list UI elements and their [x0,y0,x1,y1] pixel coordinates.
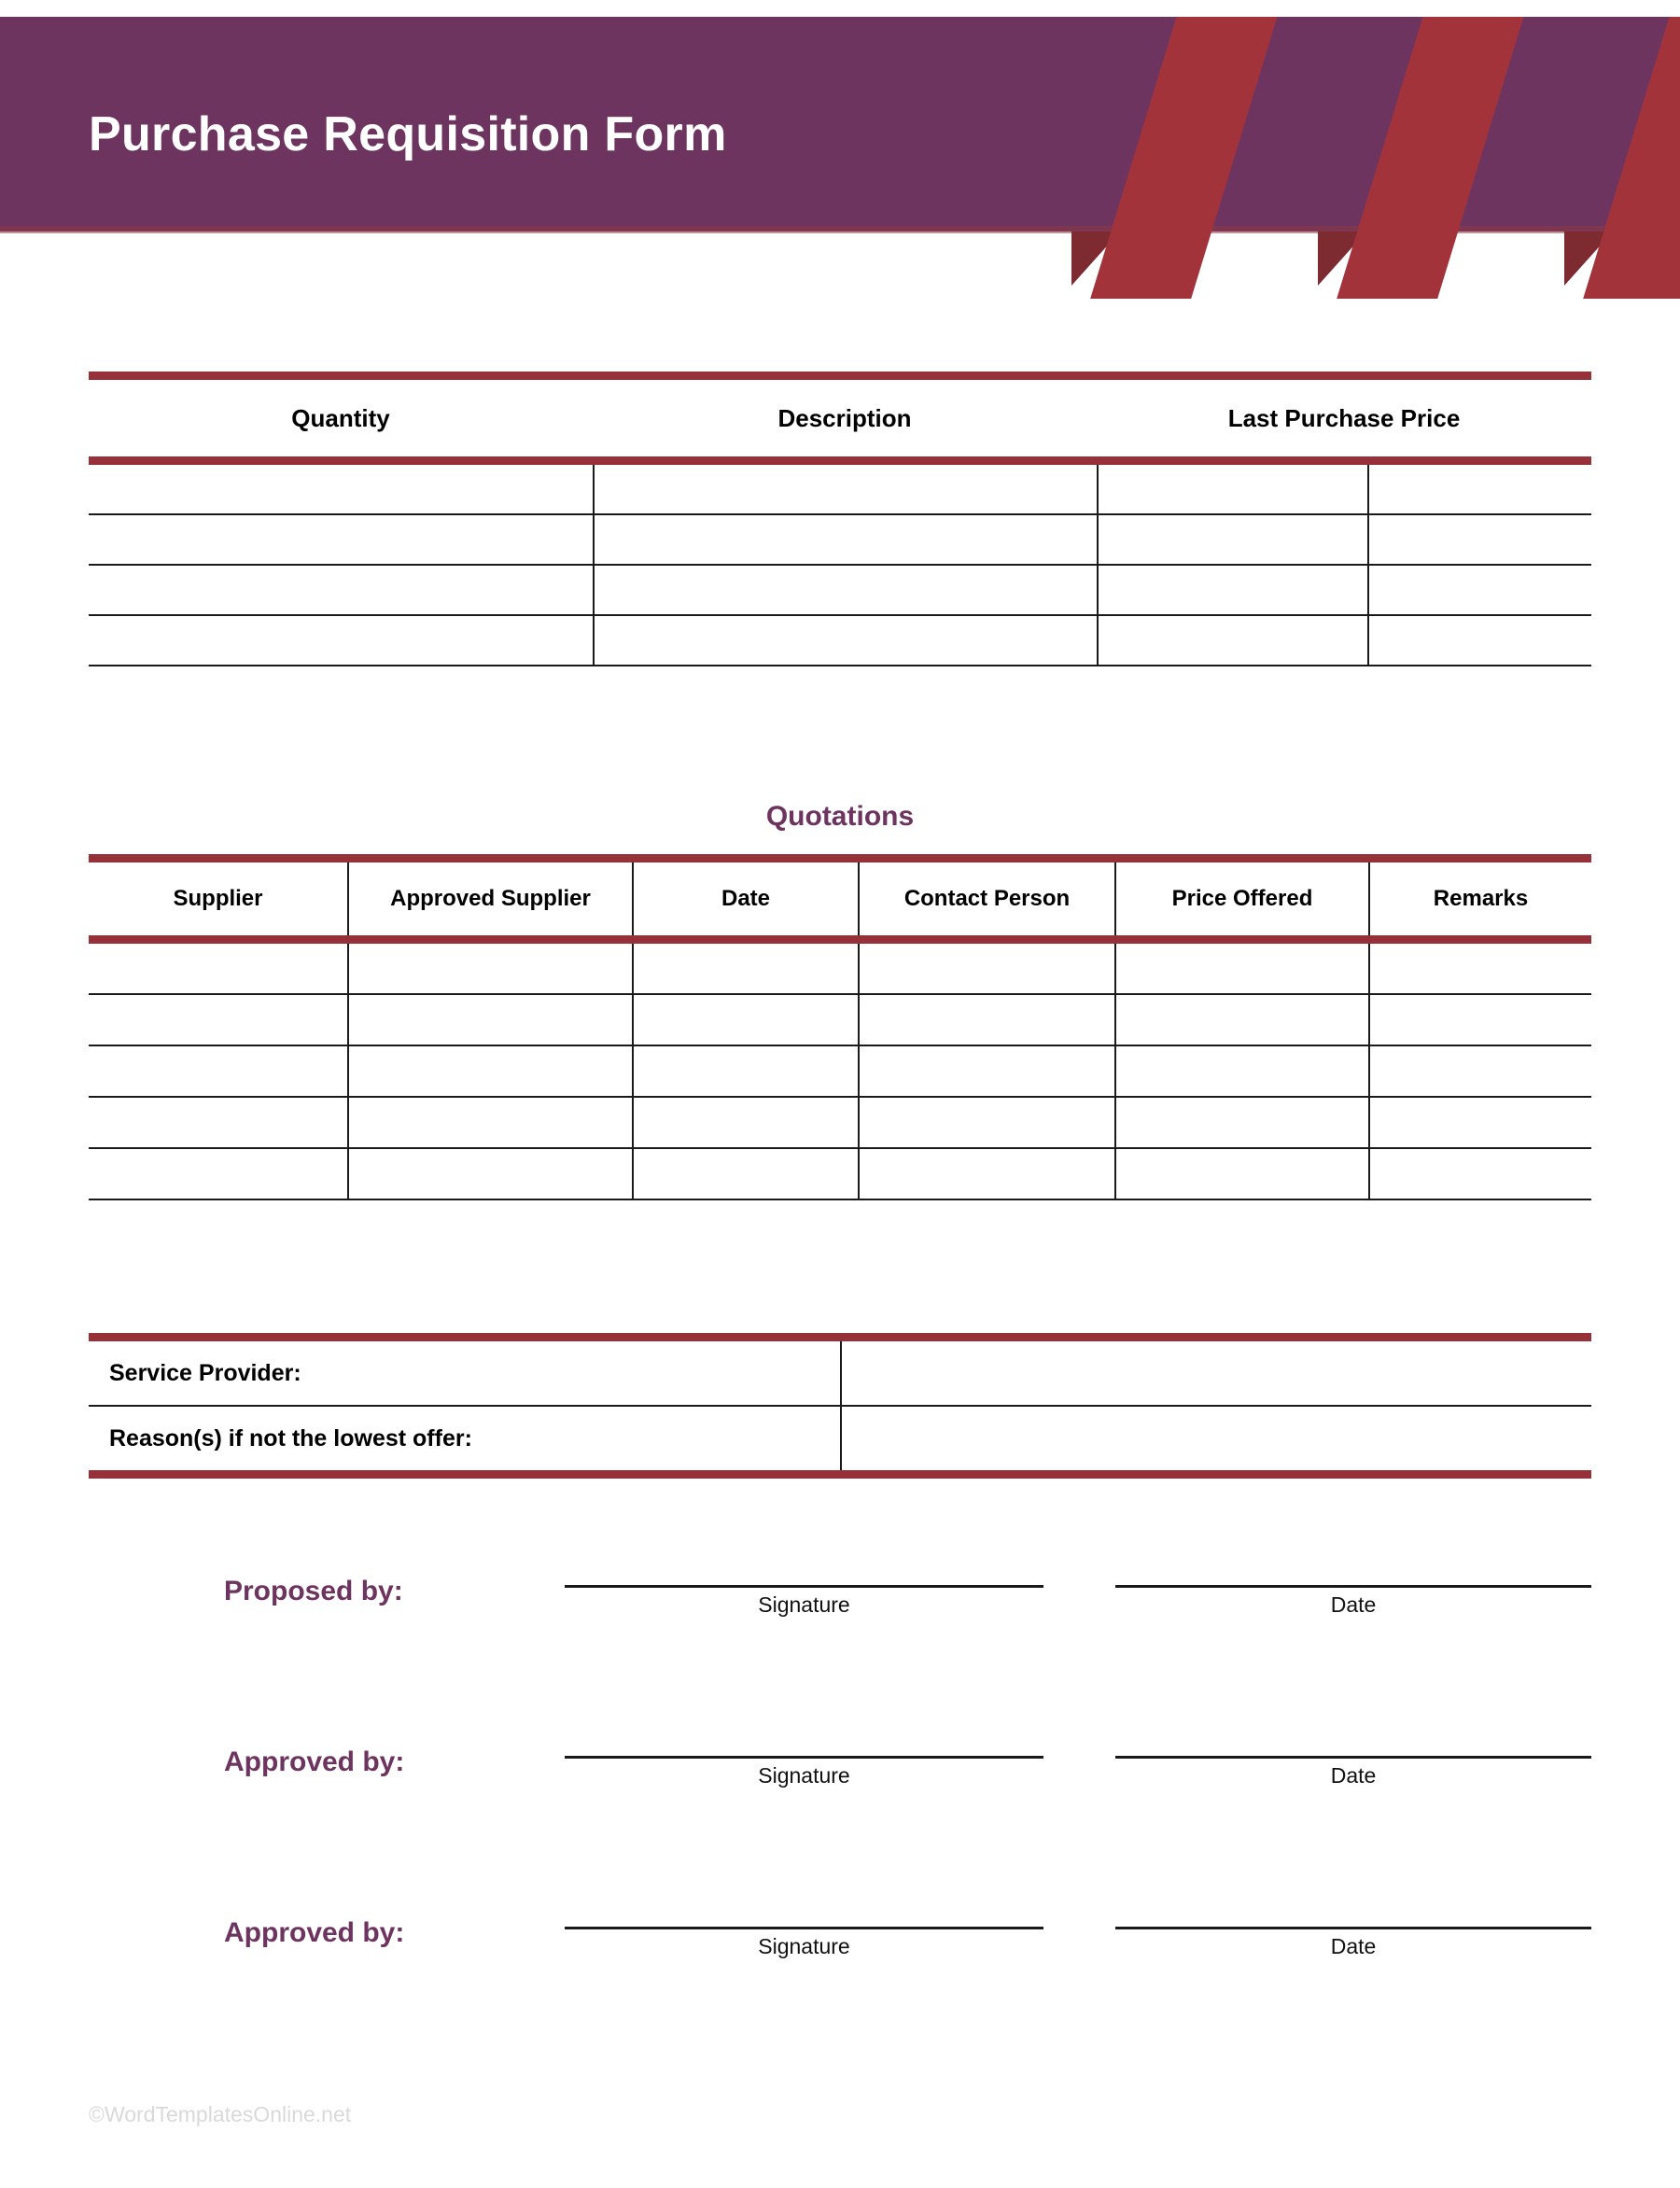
quotations-section-title: Quotations [765,801,915,832]
field-service-provider[interactable] [840,1341,1591,1405]
cell-description[interactable] [593,515,1097,564]
cell-price-offered[interactable] [1114,995,1368,1045]
signature-block-approved-by-2 [89,1891,1591,2003]
cell-date[interactable] [632,1098,858,1147]
cell-approved-supplier[interactable] [347,1149,632,1199]
cell-price-offered[interactable] [1114,944,1368,993]
cell-date[interactable] [632,1046,858,1096]
cell-date[interactable] [632,944,858,993]
cell-date[interactable] [632,995,858,1045]
signature-block-proposed-by [89,1550,1591,1662]
date-line[interactable] [1115,1927,1591,1929]
items-table [89,372,1591,666]
details-table-bottom-rule [89,1470,1591,1479]
cell-contact-person[interactable] [858,1149,1114,1199]
cell-description[interactable] [593,616,1097,665]
date-line[interactable] [1115,1585,1591,1588]
cell-supplier[interactable] [89,1149,347,1199]
table-row[interactable] [89,465,1591,515]
table-row[interactable] [89,944,1591,995]
cell-extra[interactable] [1367,566,1591,614]
signature-line[interactable] [565,1585,1043,1588]
cell-extra[interactable] [1367,515,1591,564]
field-reason-if-not-lowest-offer[interactable] [840,1407,1591,1470]
signature-line[interactable] [565,1927,1043,1929]
column-header-approved-supplier: Approved Supplier [347,863,632,935]
cell-extra[interactable] [1367,616,1591,665]
column-header-description: Description [777,403,912,432]
column-header-contact-person: Contact Person [858,863,1114,935]
date-caption: Date [1330,1592,1377,1617]
quotations-table-header-row [89,863,1591,935]
cell-approved-supplier[interactable] [347,995,632,1045]
details-table [89,1333,1591,1479]
signature-caption: Signature [758,1763,850,1788]
cell-last-purchase-price[interactable] [1097,566,1367,614]
details-table-top-rule [89,1333,1591,1341]
signature-caption: Signature [758,1592,850,1617]
cell-remarks[interactable] [1368,995,1591,1045]
column-header-supplier: Supplier [173,886,263,911]
table-row[interactable] [89,995,1591,1046]
signature-label-approved-by-2: Approved by: [224,1917,405,1948]
items-table-body [89,465,1591,666]
quotations-table [89,854,1591,1200]
cell-contact-person[interactable] [858,944,1114,993]
cell-supplier[interactable] [89,995,347,1045]
cell-quantity[interactable] [89,566,593,614]
date-line[interactable] [1115,1756,1591,1759]
cell-remarks[interactable] [1368,1098,1591,1147]
quotations-table-header-rule [89,935,1591,944]
header-graphic-clip [0,17,1680,316]
signature-label-approved-by-1: Approved by: [224,1746,405,1777]
cell-remarks[interactable] [1368,944,1591,993]
table-row[interactable] [89,616,1591,666]
quotations-table-top-rule [89,854,1591,863]
cell-approved-supplier[interactable] [347,1046,632,1096]
table-row[interactable] [89,1149,1591,1200]
cell-last-purchase-price[interactable] [1097,515,1367,564]
signature-label-proposed-by: Proposed by: [224,1576,403,1606]
table-row[interactable] [89,566,1591,616]
cell-supplier[interactable] [89,1098,347,1147]
label-reason-if-not-lowest-offer: Reason(s) if not the lowest offer: [109,1424,472,1452]
cell-contact-person[interactable] [858,1046,1114,1096]
cell-contact-person[interactable] [858,1098,1114,1147]
cell-quantity[interactable] [89,515,593,564]
cell-quantity[interactable] [89,465,593,513]
cell-remarks[interactable] [1368,1149,1591,1199]
table-row[interactable] [89,1046,1591,1098]
quotations-table-body [89,944,1591,1200]
date-caption: Date [1330,1763,1377,1788]
items-table-header-rule [89,456,1591,465]
table-row[interactable] [89,515,1591,566]
cell-price-offered[interactable] [1114,1046,1368,1096]
items-table-top-rule [89,372,1591,380]
cell-approved-supplier[interactable] [347,1098,632,1147]
cell-last-purchase-price[interactable] [1097,465,1367,513]
label-service-provider: Service Provider: [109,1359,301,1386]
column-header-quantity: Quantity [291,403,390,432]
table-row[interactable] [89,1098,1591,1149]
page-title: Purchase Requisition Form [89,107,727,161]
cell-remarks[interactable] [1368,1046,1591,1096]
cell-price-offered[interactable] [1114,1149,1368,1199]
column-header-last-purchase-price: Last Purchase Price [1227,403,1461,432]
cell-description[interactable] [593,566,1097,614]
date-caption: Date [1330,1934,1377,1958]
cell-date[interactable] [632,1149,858,1199]
header-banner [0,17,1680,231]
cell-approved-supplier[interactable] [347,944,632,993]
column-header-date: Date [632,863,858,935]
column-header-price-offered: Price Offered [1114,863,1368,935]
column-header-remarks: Remarks [1368,863,1591,935]
cell-extra[interactable] [1367,465,1591,513]
details-row-reason [89,1407,1591,1470]
cell-quantity[interactable] [89,616,593,665]
cell-last-purchase-price[interactable] [1097,616,1367,665]
cell-price-offered[interactable] [1114,1098,1368,1147]
footer-watermark: ©WordTemplatesOnline.net [89,2102,352,2126]
cell-contact-person[interactable] [858,995,1114,1045]
cell-description[interactable] [593,465,1097,513]
signature-block-approved-by-1 [89,1720,1591,1832]
cell-supplier[interactable] [89,944,347,993]
signature-line[interactable] [565,1756,1043,1759]
cell-supplier[interactable] [89,1046,347,1096]
details-row-service-provider [89,1341,1591,1407]
items-table-header-row [89,380,1591,456]
signature-caption: Signature [758,1934,850,1958]
